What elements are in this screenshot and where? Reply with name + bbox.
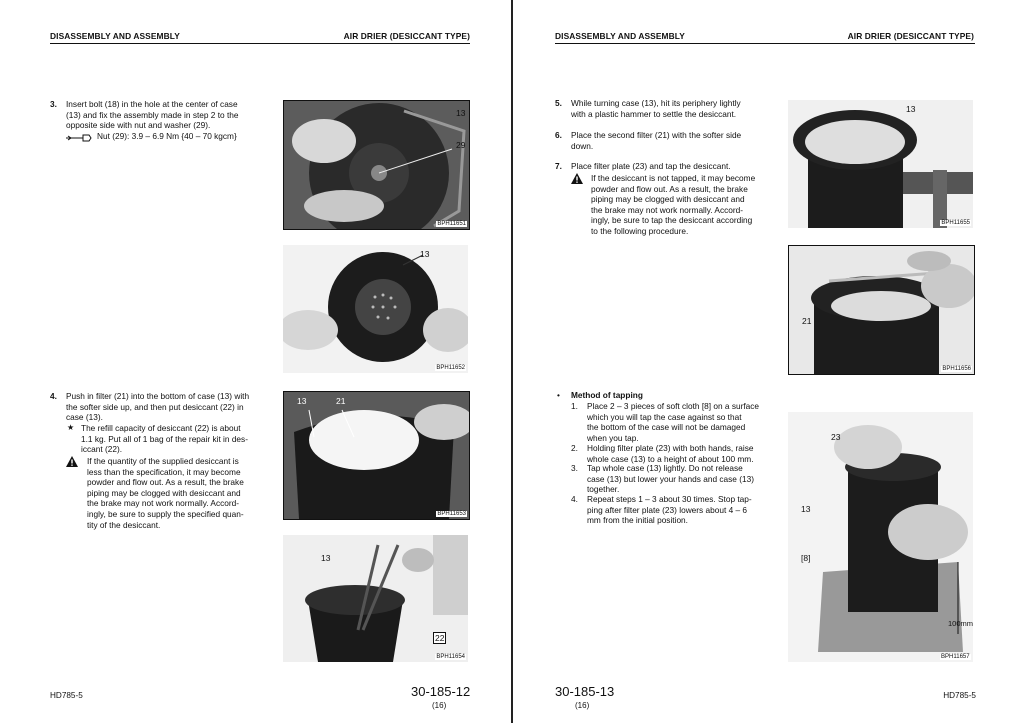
text-line: opposite side with nut and washer (29). — [66, 120, 211, 131]
page-number: 30-185-13 — [555, 684, 615, 699]
step-number: 4. — [50, 391, 57, 401]
header-section-title: DISASSEMBLY AND ASSEMBLY — [50, 31, 180, 41]
warning-icon — [66, 456, 78, 467]
right-page — [513, 0, 1024, 723]
photo-caption: BPH11653 — [437, 511, 466, 517]
item-number: 1. — [571, 401, 578, 411]
text-line: Place the second filter (21) with the softer side — [571, 130, 742, 140]
item-number: 3. — [571, 463, 578, 473]
text-line: tity of the desiccant. — [87, 519, 161, 530]
step-number: 7. — [555, 161, 562, 171]
text-line: Place filter plate (23) and tap the desiccant. — [571, 161, 731, 171]
photo-bph11655 — [788, 100, 973, 228]
callout-label: 100mm — [948, 619, 973, 628]
text-line: when you tap. — [587, 432, 639, 443]
step-number: 5. — [555, 98, 562, 108]
item-text — [587, 401, 759, 443]
callout-label: 21 — [336, 396, 346, 406]
callout-label: 22 — [435, 633, 445, 643]
callout-label: 23 — [831, 432, 841, 442]
torque-text: Nut (29): 3.9 – 6.9 Nm {40 – 70 kgcm} — [97, 131, 237, 141]
item-text — [587, 443, 754, 464]
step-number: 3. — [50, 99, 57, 109]
text-line: less than the specification, it may become — [87, 466, 241, 477]
page-number: 30-185-12 — [411, 684, 471, 699]
callout-label: 13 — [321, 553, 331, 563]
callout-label: 13 — [801, 504, 811, 514]
photo-caption: BPH11651 — [437, 221, 466, 227]
text-line: whole case (13) to a height of about 100 mm. — [587, 453, 754, 464]
text-line: which you will tap the case against so that — [587, 411, 742, 422]
model-code: HD785-5 — [50, 691, 83, 700]
step-number: 6. — [555, 130, 562, 140]
callout-label: 21 — [802, 316, 812, 326]
text-line: to the following procedure. — [591, 225, 689, 236]
method-bullet: • — [557, 390, 560, 400]
text-line: piping may be clogged with desiccant and — [591, 194, 745, 205]
item-number: 4. — [571, 494, 578, 504]
item-text — [587, 463, 754, 495]
text-line: together. — [587, 484, 620, 495]
photo-caption: BPH11652 — [436, 365, 465, 371]
photo-caption: BPH11654 — [436, 654, 465, 660]
photo-bph11653 — [283, 391, 470, 520]
text-line: The refill capacity of desiccant (22) is about — [81, 423, 241, 433]
photo-caption: BPH11655 — [941, 220, 970, 226]
text-line: piping may be clogged with desiccant and — [87, 487, 241, 498]
text-line: the bottom of the case will not be damaged — [587, 422, 746, 433]
text-line: the brake may not work normally. Accord- — [87, 498, 240, 509]
item-text — [587, 494, 752, 526]
callout-label: 29 — [456, 140, 466, 150]
text-line: case (13) but lower your hands and case (13) — [587, 473, 754, 484]
photo-bph11657 — [788, 412, 973, 662]
wrench-icon — [65, 133, 93, 143]
callout-label: [8] — [801, 553, 811, 563]
text-line: powder and flow out. As a result, the brake — [591, 183, 748, 194]
header-chapter-title: AIR DRIER (DESICCANT TYPE) — [343, 31, 470, 41]
text-line: powder and flow out. As a result, the brake — [87, 477, 244, 488]
callout-label: 13 — [906, 104, 916, 114]
text-line: If the quantity of the supplied desiccant is — [87, 456, 239, 466]
step-text — [571, 130, 741, 151]
text-line: mm from the initial position. — [587, 515, 688, 526]
text-line: Repeat steps 1 – 3 about 30 times. Stop tap- — [587, 494, 752, 504]
star-icon: ★ — [67, 423, 75, 432]
callout-label: 13 — [297, 396, 307, 406]
text-line: case (13). — [66, 412, 103, 423]
header-chapter-title: AIR DRIER (DESICCANT TYPE) — [847, 31, 974, 41]
warning-note — [591, 173, 755, 237]
text-line: ping after filter plate (23) lowers about 4 – 6 — [587, 504, 748, 515]
photo-bph11654 — [283, 535, 468, 662]
page-revision: (16) — [432, 701, 447, 710]
header-rule — [555, 43, 975, 44]
page-revision: (16) — [575, 701, 590, 710]
text-line: If the desiccant is not tapped, it may become — [591, 173, 756, 183]
text-line: Tap whole case (13) lightly. Do not release — [587, 463, 743, 473]
header-rule — [50, 43, 470, 44]
text-line: with a plastic hammer to settle the desiccant. — [571, 108, 737, 119]
text-line: Place 2 – 3 pieces of soft cloth [8] on a surface — [587, 401, 760, 411]
callout-label: 13 — [456, 108, 466, 118]
callout-label: 13 — [420, 249, 430, 259]
text-line: 1.1 kg. Put all of 1 bag of the repair kit in des- — [81, 433, 248, 444]
text-line: down. — [571, 140, 594, 151]
header-section-title: DISASSEMBLY AND ASSEMBLY — [555, 31, 685, 41]
step-text — [66, 391, 249, 423]
item-number: 2. — [571, 443, 578, 453]
step-text — [66, 99, 239, 131]
text-line: ingly, be sure to supply the specified quan- — [87, 508, 244, 519]
star-note — [81, 423, 248, 455]
text-line: Push in filter (21) into the bottom of case (13) with — [66, 391, 250, 401]
text-line: iccant (22). — [81, 444, 123, 455]
warning-icon — [571, 173, 583, 184]
photo-bph11656 — [788, 245, 975, 375]
text-line: the brake may not work normally. Accord- — [591, 204, 744, 215]
photo-bph11651 — [283, 100, 470, 230]
photo-caption: BPH11657 — [941, 654, 970, 660]
text-line: Insert bolt (18) in the hole at the center of case — [66, 99, 238, 109]
torque-spec — [97, 131, 237, 142]
text-line: the softer side up, and then put desiccant (22) in — [66, 401, 244, 412]
text-line: Holding filter plate (23) with both hands, raise — [587, 443, 754, 453]
text-line: (13) and fix the assembly made in step 2 to the — [66, 109, 239, 120]
text-line: While turning case (13), hit its periphery lightly — [571, 98, 741, 108]
text-line: ingly, be sure to tap the desiccant according — [591, 215, 753, 226]
model-code: HD785-5 — [943, 691, 976, 700]
method-title: Method of tapping — [571, 390, 643, 400]
photo-bph11652 — [283, 245, 468, 373]
photo-caption: BPH11656 — [942, 366, 971, 372]
warning-note — [87, 456, 244, 530]
step-text — [571, 161, 731, 172]
left-page — [0, 0, 511, 723]
step-text — [571, 98, 741, 119]
